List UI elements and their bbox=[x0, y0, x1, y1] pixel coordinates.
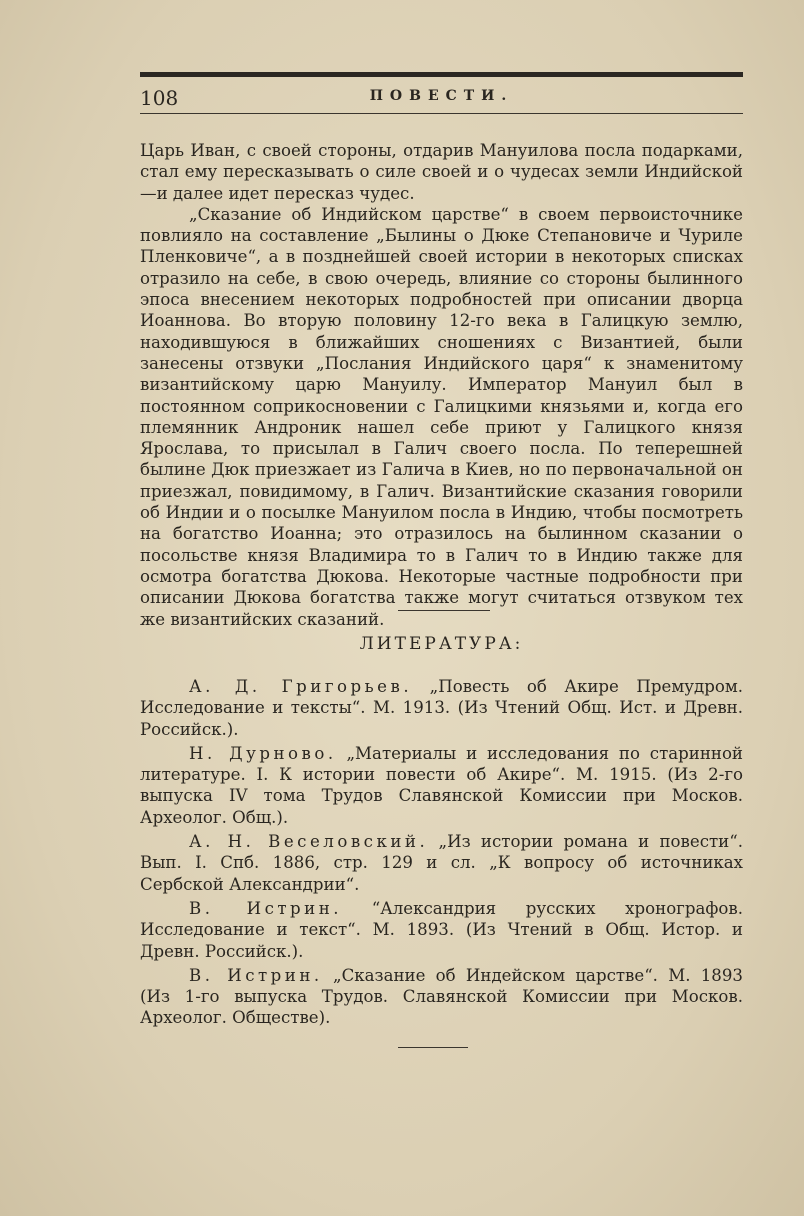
running-title: ПОВЕСТИ. bbox=[369, 88, 514, 104]
entry-text: „Из истории романа и повести“. Вып. I. Спб. 1886, стр. 129 и сл. „К вопросу об источниках Сербской Александрии“. bbox=[140, 832, 743, 894]
entry-author: А. Д. Григорьев. bbox=[189, 677, 413, 696]
literature-heading: ЛИТЕРАТУРА: bbox=[359, 634, 524, 654]
literature-entry bbox=[140, 898, 743, 962]
literature-entry bbox=[140, 743, 743, 828]
paragraph: „Сказание об Индийском царстве“ в своем первоисточнике повлияло на составление „Былины о Дюке Степановиче и Чуриле Пленковиче“, а в позднейшей своей истории в некоторых списках отразило на себе, в свою очередь, влияние со стороны былинного эпоса внесением некоторых подробностей при описании дворца Иоаннова. Во вторую половину 12-го века в Галицкую землю, находившуюся в ближайших сношениях с Византией, были занесены отзвуки „Послания Индийского царя“ к знаменитому византийскому царю Мануилу. Император Мануил был в постоянном соприкосновении с Галицкими князьями и, когда его племянник Андроник нашел себе приют у Галицкого князя Ярослава, то присылал в Галич своего посла. По теперешней былине Дюк приезжает из Галича в Киев, но по первоначальной он приезжал, повидимому, в Галич. Византийские сказания говорили об Индии и о посылке Мануилом посла в Индию, чтобы посмотреть на богатство Иоанна; это отразилось на былинном сказании о посольстве князя Владимира то в Галич то в Индию также для осмотра богатства Дюкова. Некоторые частные подробности при описании Дюкова богатства также могут считаться отзвуком тех же византийских сказаний. bbox=[140, 204, 743, 629]
entry-author: В. Истрин. bbox=[189, 898, 343, 918]
entry-text: „Повесть об Акире Премудром. Исследование и тексты“. М. 1913. (Из Чтений Общ. Ист. и Древн. Российск.). bbox=[140, 677, 743, 739]
paragraph: Царь Иван, с своей стороны, отдарив Мануилова посла подарками, стал ему пересказывать о силе своей и о чудесах земли Индийской—и далее идет пересказ чудес. bbox=[140, 141, 743, 203]
page-number: 108 bbox=[140, 86, 179, 110]
entry-author: А. Н. Веселовский. bbox=[189, 832, 429, 852]
literature-entry bbox=[140, 965, 743, 1029]
literature-list bbox=[140, 676, 743, 1032]
header-rule bbox=[140, 113, 743, 114]
literature-entry bbox=[140, 676, 743, 740]
entry-text: „Сказание об Индейском царстве“. М. 1893 (Из 1-го выпуска Трудов. Славянской Комиссии при Москов. Археолог. Обществе). bbox=[140, 965, 743, 1028]
end-separator bbox=[398, 1047, 468, 1048]
entry-text: “Александрия русских хронографов. Исследование и текст“. М. 1893. (Из Чтений в Общ. Истор. и Древн. Российск.). bbox=[140, 898, 743, 961]
page-header bbox=[140, 86, 743, 112]
literature-entry bbox=[140, 831, 743, 895]
entry-text: „Материалы и исследования по старинной литературе. I. К истории повести об Акире“. М. 1915. (Из 2-го выпуска IV тома Трудов Славянской Комиссии при Москов. Археолог. Общ.). bbox=[140, 743, 743, 827]
entry-author: В. Истрин. bbox=[189, 965, 323, 985]
entry-author: Н. Дурново. bbox=[189, 743, 337, 763]
section-separator bbox=[398, 610, 490, 611]
main-text bbox=[140, 140, 743, 630]
top-rule bbox=[140, 72, 743, 77]
